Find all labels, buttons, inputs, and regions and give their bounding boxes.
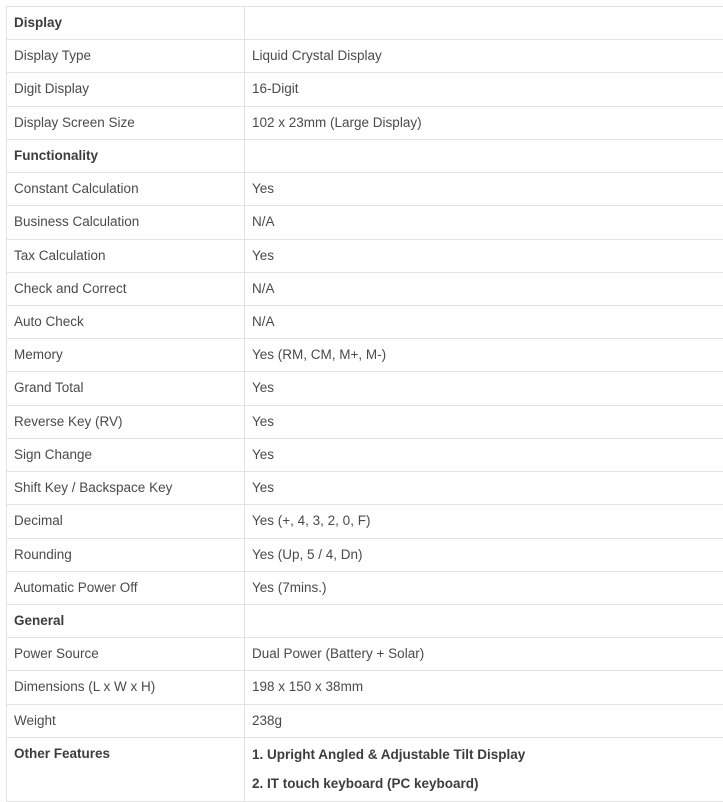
section-row: [7, 604, 723, 637]
spec-value: 198 x 150 x 38mm: [245, 671, 723, 704]
spec-label: Grand Total: [7, 372, 245, 405]
table-row: [7, 571, 723, 604]
spec-label: Check and Correct: [7, 272, 245, 305]
spec-value: Dual Power (Battery + Solar): [245, 638, 723, 671]
spec-label: Auto Check: [7, 305, 245, 338]
table-row: [7, 704, 723, 737]
table-row: [7, 671, 723, 704]
table-row: [7, 372, 723, 405]
spec-label: Automatic Power Off: [7, 571, 245, 604]
spec-value-line: 2. IT touch keyboard (PC keyboard): [252, 774, 723, 794]
spec-label: Weight: [7, 704, 245, 737]
table-row: [7, 339, 723, 372]
table-row: [7, 206, 723, 239]
specifications-table-body: [7, 7, 723, 802]
spec-value: Yes: [245, 173, 723, 206]
spec-value: [245, 139, 723, 172]
spec-label: Display Screen Size: [7, 106, 245, 139]
spec-label: Sign Change: [7, 438, 245, 471]
table-row: [7, 40, 723, 73]
spec-label: Decimal: [7, 505, 245, 538]
spec-value: Yes: [245, 472, 723, 505]
spec-label: Power Source: [7, 638, 245, 671]
specifications-table: [6, 6, 723, 802]
spec-value: [245, 737, 723, 801]
spec-value: [245, 7, 723, 40]
table-row: [7, 438, 723, 471]
table-row: [7, 638, 723, 671]
spec-label: Display Type: [7, 40, 245, 73]
spec-value: Yes: [245, 405, 723, 438]
section-title: Display: [7, 7, 245, 40]
section-title: General: [7, 604, 245, 637]
spec-value: Yes: [245, 372, 723, 405]
spec-value: Yes: [245, 239, 723, 272]
section-row: [7, 139, 723, 172]
table-row: [7, 106, 723, 139]
table-row: [7, 472, 723, 505]
spec-value: Yes (+, 4, 3, 2, 0, F): [245, 505, 723, 538]
spec-label: Memory: [7, 339, 245, 372]
spec-value: N/A: [245, 206, 723, 239]
spec-label: Digit Display: [7, 73, 245, 106]
section-row: [7, 737, 723, 801]
spec-label: Rounding: [7, 538, 245, 571]
table-row: [7, 272, 723, 305]
table-row: [7, 505, 723, 538]
spec-value: N/A: [245, 272, 723, 305]
table-row: [7, 239, 723, 272]
spec-label: Tax Calculation: [7, 239, 245, 272]
table-row: [7, 405, 723, 438]
spec-value: 238g: [245, 704, 723, 737]
spec-label: Reverse Key (RV): [7, 405, 245, 438]
spec-value: [245, 604, 723, 637]
spec-value: N/A: [245, 305, 723, 338]
section-row: [7, 7, 723, 40]
spec-value: 16-Digit: [245, 73, 723, 106]
section-title: Functionality: [7, 139, 245, 172]
table-row: [7, 305, 723, 338]
table-row: [7, 73, 723, 106]
spec-value: Liquid Crystal Display: [245, 40, 723, 73]
section-title: Other Features: [7, 737, 245, 801]
spec-label: Constant Calculation: [7, 173, 245, 206]
spec-value: Yes (RM, CM, M+, M-): [245, 339, 723, 372]
spec-value: Yes (Up, 5 / 4, Dn): [245, 538, 723, 571]
spec-label: Dimensions (L x W x H): [7, 671, 245, 704]
spec-label: Business Calculation: [7, 206, 245, 239]
spec-value: 102 x 23mm (Large Display): [245, 106, 723, 139]
spec-value: Yes (7mins.): [245, 571, 723, 604]
spec-value: Yes: [245, 438, 723, 471]
table-row: [7, 173, 723, 206]
table-row: [7, 538, 723, 571]
spec-value-line: 1. Upright Angled & Adjustable Tilt Display: [252, 745, 723, 765]
spec-label: Shift Key / Backspace Key: [7, 472, 245, 505]
